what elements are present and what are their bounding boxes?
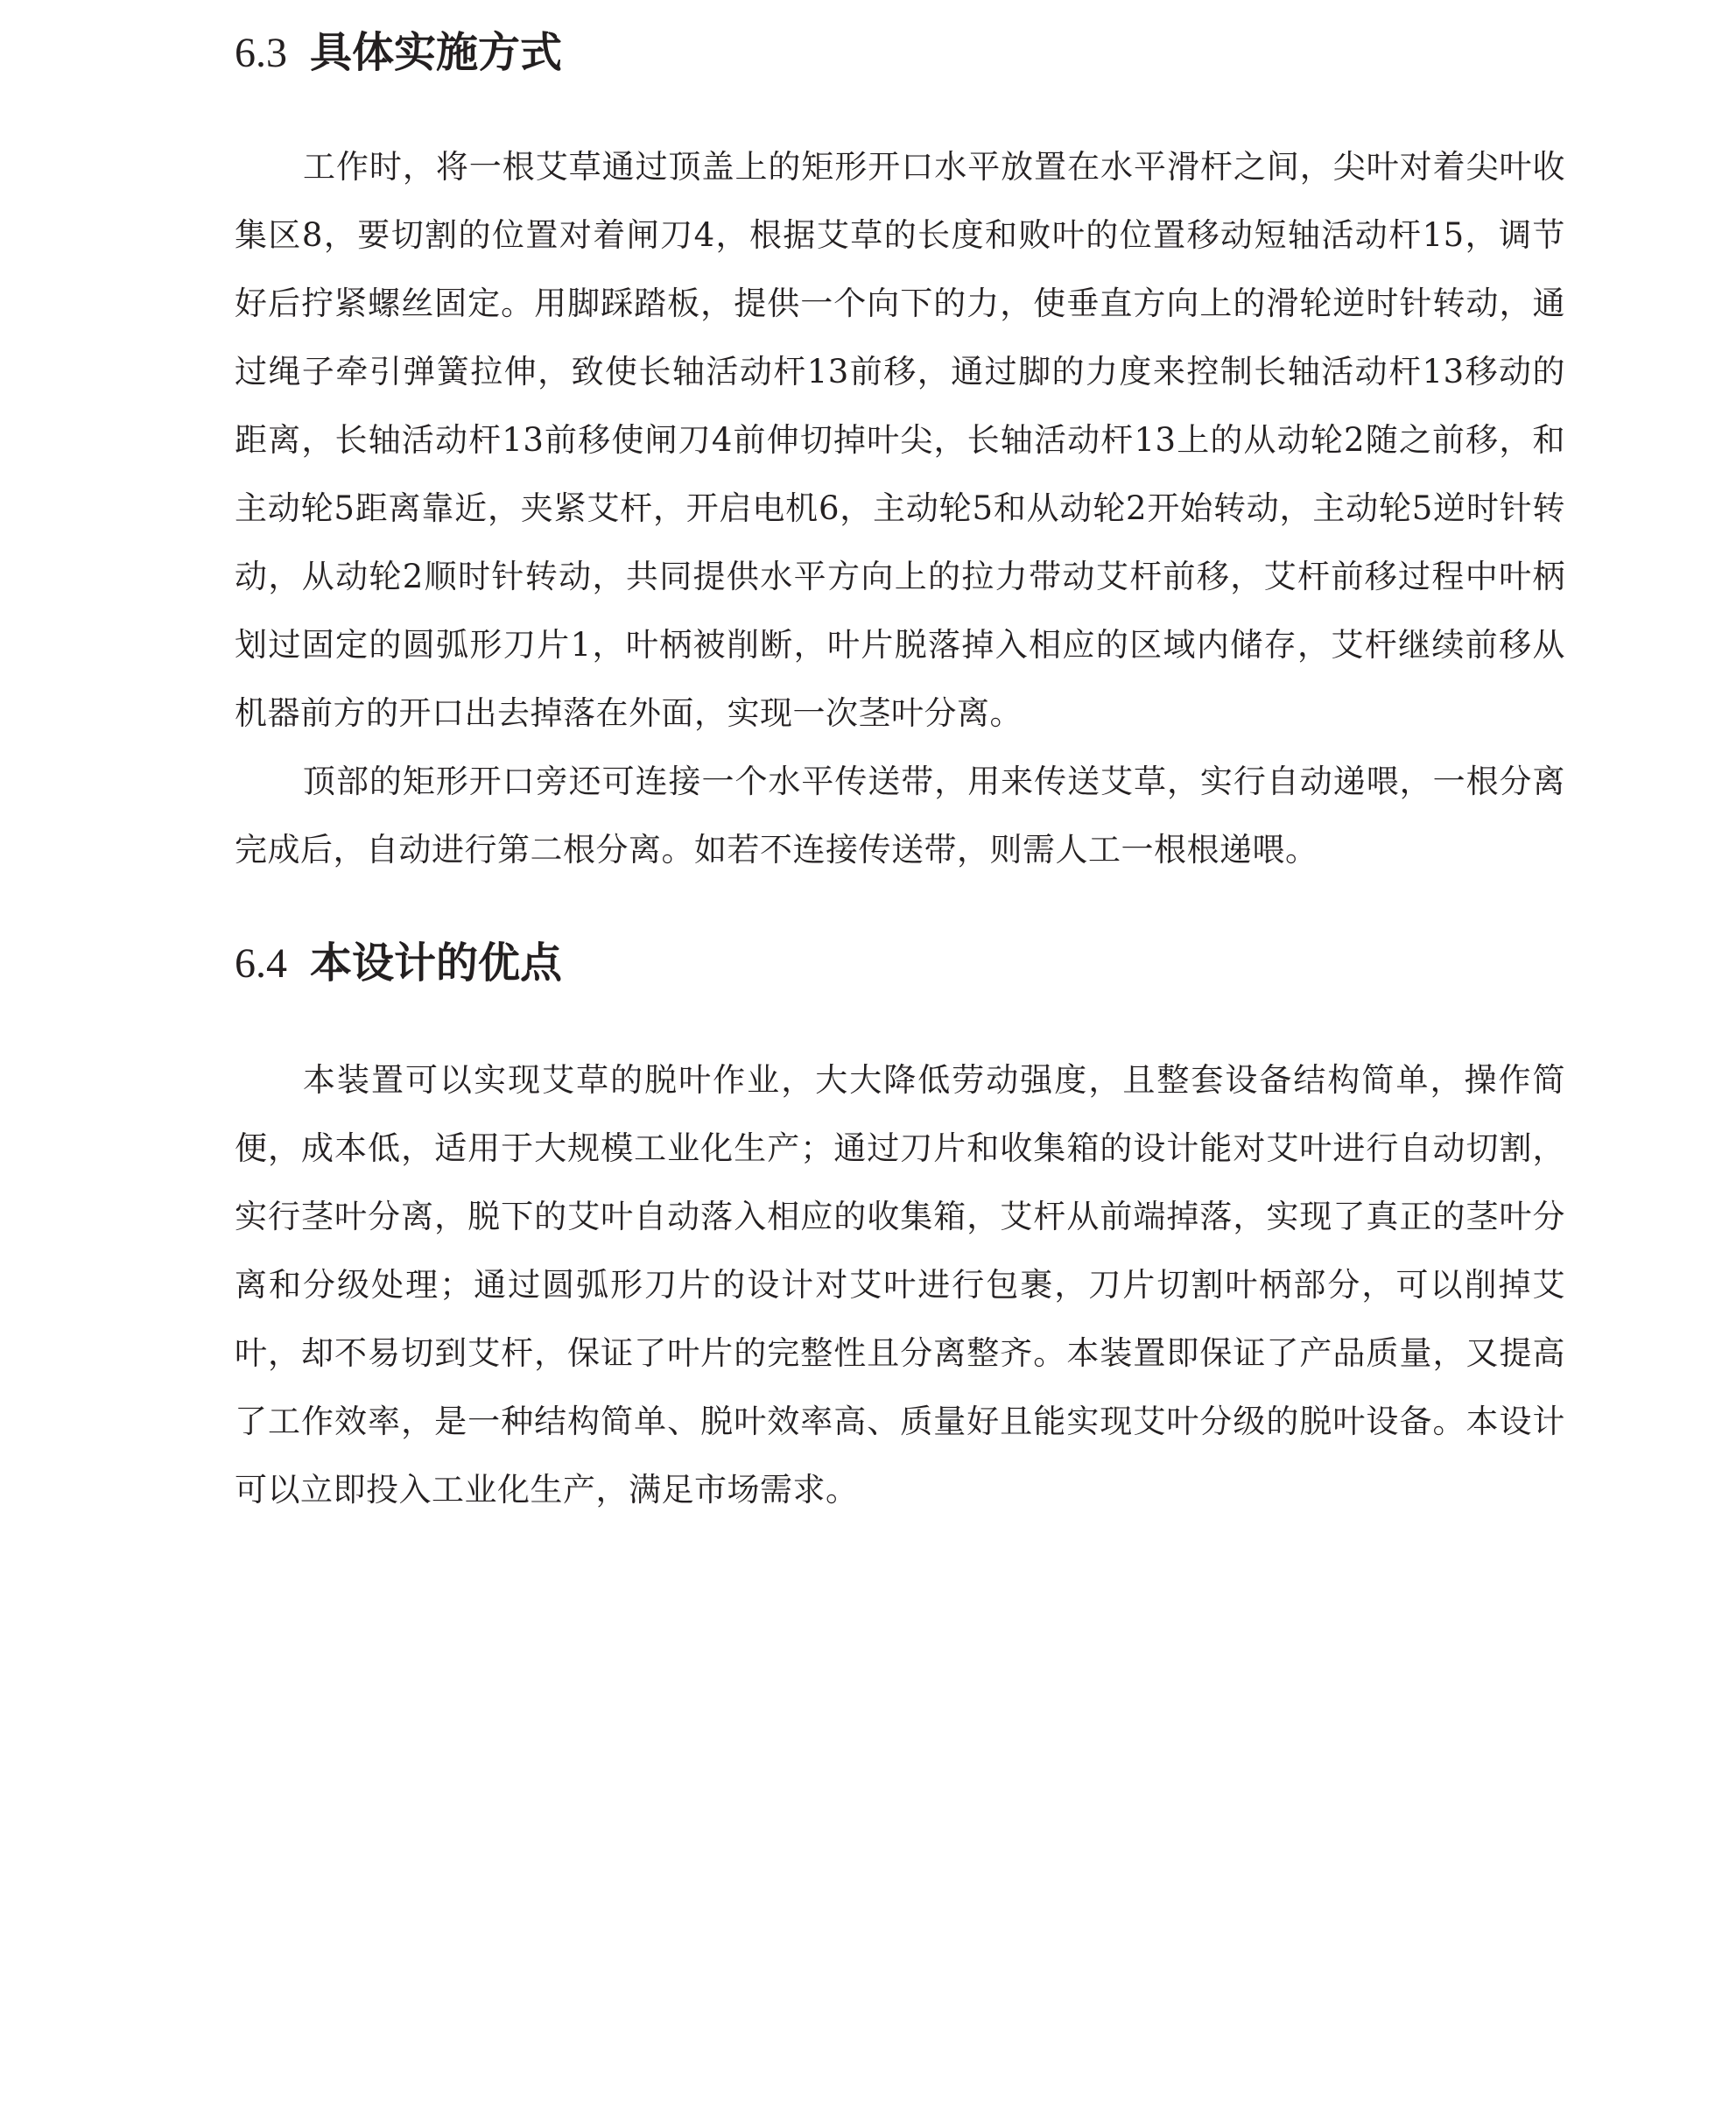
section-number: 6.3 (235, 30, 287, 76)
section-heading-6-3 (235, 26, 562, 80)
paragraph-working-process: 工作时，将一根艾草通过顶盖上的矩形开口水平放置在水平滑杆之间，尖叶对着尖叶收集区8，要切割的位置对着闸刀4，根据艾草的长度和败叶的位置移动短轴活动杆15，调节好后拧紧螺丝固定。用脚踩踏板，提供一个向下的力，使垂直方向上的滑轮逆时针转动，通过绳子牵引弹簧拉伸，致使长轴活动杆13前移，通过脚的力度来控制长轴活动杆13移动的距离，长轴活动杆13前移使闸刀4前伸切掉叶尖，长轴活动杆13上的从动轮2随之前移，和主动轮5距离靠近，夹紧艾杆，开启电机6，主动轮5和从动轮2开始转动，主动轮5逆时针转动，从动轮2顺时针转动，共同提供水平方向上的拉力带动艾杆前移，艾杆前移过程中叶柄划过固定的圆弧形刀片1，叶柄被削断，叶片脱落掉入相应的区域内储存，艾杆继续前移从机器前方的开口出去掉落在外面，实现一次茎叶分离。 (235, 148, 1565, 732)
section-title-text: 本设计的优点 (310, 939, 563, 988)
paragraph-conveyor-belt: 顶部的矩形开口旁还可连接一个水平传送带，用来传送艾草，实行自动递喂，一根分离完成后，自动进行第二根分离。如若不连接传送带，则需人工一根根递喂。 (235, 763, 1565, 869)
section-title-text: 具体实施方式 (310, 28, 563, 77)
section-heading-6-4 (235, 937, 562, 990)
paragraph-design-advantages: 本装置可以实现艾草的脱叶作业，大大降低劳动强度，且整套设备结构简单，操作简便，成本低，适用于大规模工业化生产；通过刀片和收集箱的设计能对艾叶进行自动切割，实行茎叶分离，脱下的艾叶自动落入相应的收集箱，艾杆从前端掉落，实现了真正的茎叶分离和分级处理；通过圆弧形刀片的设计对艾叶进行包裹，刀片切割叶柄部分，可以削掉艾叶，却不易切到艾杆，保证了叶片的完整性且分离整齐。本装置即保证了产品质量，又提高了工作效率，是一种结构简单、脱叶效率高、质量好且能实现艾叶分级的脱叶设备。本设计可以立即投入工业化生产，满足市场需求。 (235, 1061, 1565, 1509)
section-number: 6.4 (235, 940, 287, 987)
